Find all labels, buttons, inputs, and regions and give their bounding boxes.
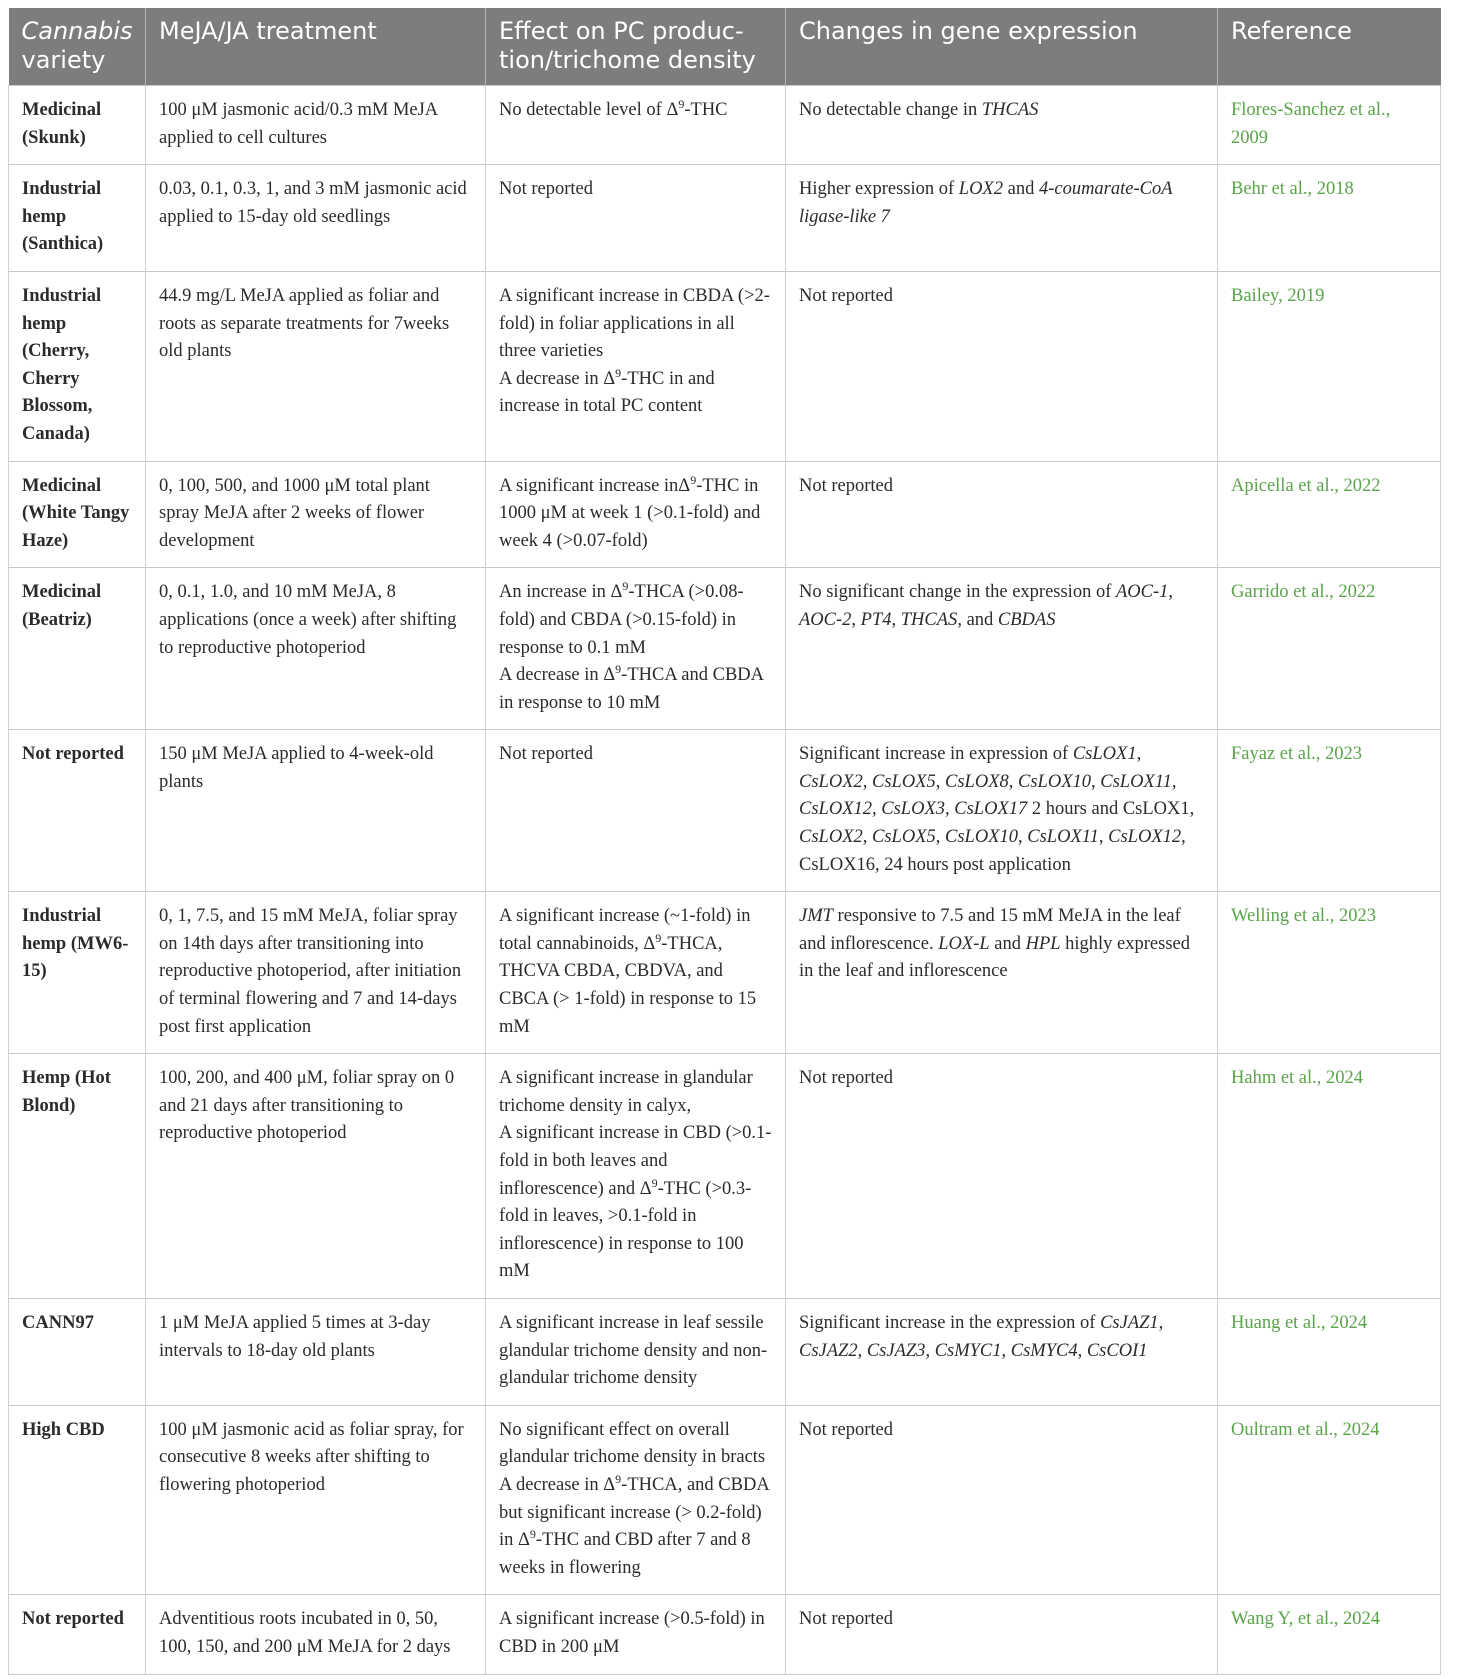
text-run: Not reported <box>799 1609 894 1630</box>
cell-paragraph <box>499 1120 772 1286</box>
italic-text: THCAS <box>981 100 1039 120</box>
cell-effect <box>486 1595 786 1674</box>
cell-paragraph <box>499 97 772 125</box>
italic-text: CsLOX2 <box>799 771 863 792</box>
cell-paragraph <box>799 903 1204 986</box>
text-run: A significant increase inΔ <box>499 475 691 496</box>
cell-variety: Hemp (Hot Blond) <box>9 1054 146 1299</box>
text-run: Not reported <box>799 1419 894 1440</box>
italic-text: CsLOX1 <box>1072 744 1137 765</box>
cell-reference-link[interactable]: Behr et al., 2018 <box>1218 165 1441 272</box>
superscript: 9 <box>678 97 685 111</box>
italic-text: THCAS <box>900 609 958 630</box>
cell-variety: Not reported <box>9 730 146 892</box>
superscript: 9 <box>615 365 622 380</box>
cell-treatment: 0, 0.1, 1.0, and 10 mM MeJA, 8 applications (once a week) after shifting to reproductive photoperiod <box>146 568 486 730</box>
cell-variety: Medicinal (Skunk) <box>9 86 146 165</box>
cell-paragraph <box>499 1417 772 1472</box>
italic-text: JMT <box>799 906 833 927</box>
text-run: , <box>1136 744 1142 765</box>
header-variety-rest: variety <box>21 46 106 74</box>
cell-gene-expression <box>786 892 1218 1054</box>
cell-reference-link[interactable]: Huang et al., 2024 <box>1218 1298 1441 1405</box>
text-run: , <box>851 609 861 630</box>
italic-text: CsLOX10 <box>945 827 1018 848</box>
cell-effect <box>486 271 786 461</box>
table-body <box>9 86 1441 1675</box>
text-run: responsive to 7.5 and 15 mM MeJA in the leaf and inflorescence. <box>799 906 1181 954</box>
cell-effect <box>486 568 786 730</box>
text-run: , <box>925 1340 935 1361</box>
italic-text: AOC-1 <box>1115 582 1169 603</box>
cell-paragraph <box>499 473 772 556</box>
text-run: , and <box>957 609 998 630</box>
text-run: , <box>1018 827 1028 848</box>
cell-gene-expression <box>786 165 1218 272</box>
table-row <box>9 1298 1441 1405</box>
italic-text: CsLOX5 <box>872 771 936 792</box>
text-run: -THCA, THCVA CBDA, CBDVA, and CBCA (> 1-fold) in response to 15 mM <box>499 933 757 1037</box>
cell-reference-link[interactable]: Hahm et al., 2024 <box>1218 1054 1441 1299</box>
text-run: , <box>857 1340 867 1361</box>
cell-gene-expression <box>786 730 1218 892</box>
cell-variety: CANN97 <box>9 1298 146 1405</box>
text-run: Not reported <box>799 1068 894 1089</box>
header-row <box>9 8 1441 86</box>
text-run: A decrease in Δ <box>499 1474 616 1495</box>
italic-text: CsLOX3 <box>881 799 945 820</box>
cell-paragraph <box>499 579 772 662</box>
italic-text: CsJAZ1 <box>1100 1312 1159 1333</box>
text-run: A significant increase in CBDA (>2-fold) in foliar applications in all three varieties <box>499 285 770 362</box>
cell-paragraph <box>499 1606 772 1661</box>
text-run: , <box>1077 1340 1087 1361</box>
cell-treatment: 150 μM MeJA applied to 4-week-old plants <box>146 730 486 892</box>
text-run: , <box>945 799 955 820</box>
header-variety <box>9 8 146 86</box>
table-row <box>9 730 1441 892</box>
cell-treatment: 44.9 mg/L MeJA applied as foliar and roots as separate treatments for 7weeks old plants <box>146 271 486 461</box>
italic-text: LOX2 <box>958 179 1003 200</box>
table-row <box>9 165 1441 272</box>
text-run: , <box>1091 771 1101 792</box>
text-run: , <box>935 827 945 848</box>
cell-variety: Industrial hemp (Cherry, Cherry Blossom, Canada) <box>9 271 146 461</box>
italic-text: CsLOX2 <box>799 827 863 848</box>
cell-treatment: Adventitious roots incubated in 0, 50, 100, 150, and 200 μM MeJA for 2 days <box>146 1595 486 1674</box>
text-run: Not reported <box>499 179 594 200</box>
superscript: 9 <box>615 1471 622 1486</box>
text-run: -THC in 1000 μM at week 1 (>0.1-fold) and week 4 (>0.07-fold) <box>499 475 761 551</box>
cell-variety: Industrial hemp (Santhica) <box>9 165 146 272</box>
cell-gene-expression <box>786 568 1218 730</box>
superscript: 9 <box>651 1175 658 1190</box>
cell-gene-expression <box>786 461 1218 568</box>
cell-treatment: 1 μM MeJA applied 5 times at 3-day intervals to 18-day old plants <box>146 1298 486 1405</box>
text-run: -THCA, and CBDA but significant increase (> 0.2-fold) in Δ <box>499 1474 769 1551</box>
italic-text: CsLOX11 <box>1027 827 1099 848</box>
text-run: Higher expression of <box>799 179 959 200</box>
header-effect: Effect on PC produc-tion/trichome density <box>486 8 786 86</box>
text-run: No detectable change in <box>799 100 982 120</box>
italic-text: LOX-L <box>938 933 990 954</box>
superscript: 9 <box>690 472 697 487</box>
italic-text: CsLOX8 <box>945 771 1009 792</box>
cell-paragraph <box>799 1417 1204 1445</box>
cell-effect <box>486 1298 786 1405</box>
cell-variety: Medicinal (White Tangy Haze) <box>9 461 146 568</box>
text-run: , <box>872 799 882 820</box>
text-run: , <box>1008 771 1018 792</box>
cell-effect <box>486 730 786 892</box>
cell-variety: Medicinal (Beatriz) <box>9 568 146 730</box>
italic-text: PT4 <box>860 609 892 630</box>
italic-text: CsLOX12 <box>799 799 872 820</box>
text-run: An increase in Δ <box>499 582 623 603</box>
cell-paragraph <box>799 283 1204 311</box>
text-run: A significant increase (>0.5-fold) in CBD in 200 μM <box>499 1609 765 1657</box>
text-run: , <box>1171 771 1177 792</box>
text-run: No detectable level of Δ <box>499 100 679 120</box>
text-run: , <box>1098 827 1109 848</box>
text-run: -THC (>0.3-fold in leaves, >0.1-fold in inflorescence) in response to 100 mM <box>499 1178 752 1282</box>
cell-paragraph <box>499 741 772 769</box>
cell-paragraph <box>499 1472 772 1582</box>
text-run: A decrease in Δ <box>499 665 616 686</box>
table-row <box>9 1405 1441 1595</box>
cell-paragraph <box>799 1606 1204 1634</box>
header-gene-expression: Changes in gene expression <box>786 8 1218 86</box>
cell-paragraph <box>499 366 772 421</box>
cell-reference-link[interactable]: Oultram et al., 2024 <box>1218 1405 1441 1595</box>
cell-paragraph <box>799 1310 1204 1365</box>
italic-text: CsMYC1 <box>934 1340 1002 1361</box>
cell-effect <box>486 165 786 272</box>
cell-paragraph <box>499 176 772 204</box>
text-run: highly expressed in the leaf and inflorescence <box>799 933 1191 982</box>
cell-paragraph <box>499 903 772 1041</box>
cell-treatment: 0, 1, 7.5, and 15 mM MeJA, foliar spray on 14th days after transitioning into reproductive photoperiod, after initiation of terminal flowering and 7 and 14-days post first application <box>146 892 486 1054</box>
cell-reference-link[interactable]: Fayaz et al., 2023 <box>1218 730 1441 892</box>
cell-effect <box>486 892 786 1054</box>
text-run: A decrease in Δ <box>499 368 616 389</box>
table-row <box>9 271 1441 461</box>
text-run: and <box>989 933 1026 954</box>
cell-gene-expression <box>786 1595 1218 1674</box>
text-run: , <box>1168 582 1174 603</box>
text-run: Not reported <box>799 285 894 306</box>
table-row <box>9 86 1441 165</box>
italic-text: AOC-2 <box>799 609 852 630</box>
cannabis-meja-table <box>8 8 1441 1675</box>
italic-text: HPL <box>1025 933 1061 954</box>
text-run: , CsLOX16, 24 hours post application <box>799 827 1186 875</box>
cell-treatment: 0, 100, 500, and 1000 μM total plant spray MeJA after 2 weeks of flower development <box>146 461 486 568</box>
superscript: 9 <box>655 930 662 945</box>
cell-paragraph <box>799 741 1204 879</box>
cell-paragraph <box>799 97 1204 125</box>
cell-variety: Not reported <box>9 1595 146 1674</box>
cell-paragraph <box>499 662 772 717</box>
text-run: , <box>891 609 901 630</box>
text-run: Significant increase in the expression of <box>799 1312 1101 1333</box>
table-row <box>9 1595 1441 1674</box>
text-run: A significant increase in leaf sessile glandular trichome density and non-glandular trichome density <box>499 1312 768 1389</box>
cell-gene-expression <box>786 86 1218 165</box>
superscript: 9 <box>622 579 629 594</box>
text-run: , <box>1158 1312 1164 1333</box>
text-run: No significant effect on overall glandular trichome density in bracts <box>499 1419 766 1468</box>
text-run: A significant increase in glandular trichome density in calyx, <box>499 1068 753 1116</box>
cell-treatment: 0.03, 0.1, 0.3, 1, and 3 mM jasmonic acid applied to 15-day old seedlings <box>146 165 486 272</box>
text-run: -THCA and CBDA in response to 10 mM <box>499 665 764 713</box>
italic-text: CsLOX17 <box>954 799 1028 820</box>
cell-paragraph <box>799 473 1204 501</box>
cell-paragraph <box>799 579 1204 634</box>
text-run: 2 hours and CsLOX1, <box>1027 799 1195 820</box>
italic-text: CsLOX11 <box>1100 771 1172 792</box>
text-run: -THCA (>0.08-fold) and CBDA (>0.15-fold) in response to 0.1 mM <box>499 582 744 658</box>
text-run: , <box>935 771 945 792</box>
italic-text: CsLOX12 <box>1108 827 1182 848</box>
cell-treatment: 100, 200, and 400 μM, foliar spray on 0 and 21 days after transitioning to reproductive photoperiod <box>146 1054 486 1299</box>
cell-gene-expression <box>786 1054 1218 1299</box>
cell-gene-expression <box>786 271 1218 461</box>
table-row <box>9 892 1441 1054</box>
cell-gene-expression <box>786 1405 1218 1595</box>
cell-paragraph <box>499 1065 772 1120</box>
italic-text: CsJAZ3 <box>866 1340 926 1361</box>
cell-effect <box>486 86 786 165</box>
italic-text: CBDAS <box>997 609 1056 630</box>
text-run: Not reported <box>799 475 894 496</box>
text-run: No significant change in the expression of <box>799 582 1116 603</box>
italic-text: CsCOI1 <box>1086 1340 1148 1361</box>
cell-reference-link[interactable]: Apicella et al., 2022 <box>1218 461 1441 568</box>
italic-text: CsMYC4 <box>1010 1340 1078 1361</box>
cell-reference-link[interactable]: Welling et al., 2023 <box>1218 892 1441 1054</box>
cell-reference-link[interactable]: Garrido et al., 2022 <box>1218 568 1441 730</box>
cell-treatment: 100 μM jasmonic acid as foliar spray, for consecutive 8 weeks after shifting to flowering photoperiod <box>146 1405 486 1595</box>
header-reference: Reference <box>1218 8 1441 86</box>
text-run: -THC and CBD after 7 and 8 weeks in flowering <box>499 1530 751 1578</box>
cell-effect <box>486 1405 786 1595</box>
italic-text: 4-coumarate-CoA ligase-like 7 <box>799 179 1173 227</box>
superscript: 9 <box>615 662 622 677</box>
cell-variety: High CBD <box>9 1405 146 1595</box>
cell-paragraph <box>499 1310 772 1393</box>
header-treatment: MeJA/JA treatment <box>146 8 486 86</box>
header-variety-italic: Cannabis <box>21 17 133 45</box>
text-run: , <box>862 827 872 848</box>
cell-reference-link[interactable]: Wang Y, et al., 2024 <box>1218 1595 1441 1674</box>
table-row <box>9 568 1441 730</box>
text-run: Not reported <box>499 744 594 765</box>
text-run: Significant increase in expression of <box>799 744 1073 765</box>
italic-text: CsJAZ2 <box>799 1340 858 1361</box>
text-run: -THC in and increase in total PC content <box>499 368 715 417</box>
text-run: , <box>1001 1340 1011 1361</box>
cell-reference-link[interactable]: Flores-Sanchez et al., 2009 <box>1218 86 1441 165</box>
cell-reference-link[interactable]: Bailey, 2019 <box>1218 271 1441 461</box>
text-run: A significant increase in CBD (>0.1-fold in both leaves and inflorescence) and Δ <box>499 1123 772 1199</box>
superscript: 9 <box>529 1527 536 1542</box>
italic-text: CsLOX10 <box>1018 771 1091 792</box>
table-row <box>9 1054 1441 1299</box>
text-run: and <box>1002 179 1039 200</box>
cell-paragraph <box>799 1065 1204 1093</box>
text-run: , <box>862 771 872 792</box>
cell-effect <box>486 461 786 568</box>
cell-variety: Industrial hemp (MW6-15) <box>9 892 146 1054</box>
text-run: A significant increase (~1-fold) in total cannabinoids, Δ <box>499 906 751 954</box>
text-run: -THC <box>684 100 728 120</box>
italic-text: CsLOX5 <box>872 827 936 848</box>
cell-effect <box>486 1054 786 1299</box>
cell-treatment: 100 μM jasmonic acid/0.3 mM MeJA applied to cell cultures <box>146 86 486 165</box>
cell-paragraph <box>499 283 772 366</box>
table-row <box>9 461 1441 568</box>
cell-gene-expression <box>786 1298 1218 1405</box>
cell-paragraph <box>799 176 1204 231</box>
